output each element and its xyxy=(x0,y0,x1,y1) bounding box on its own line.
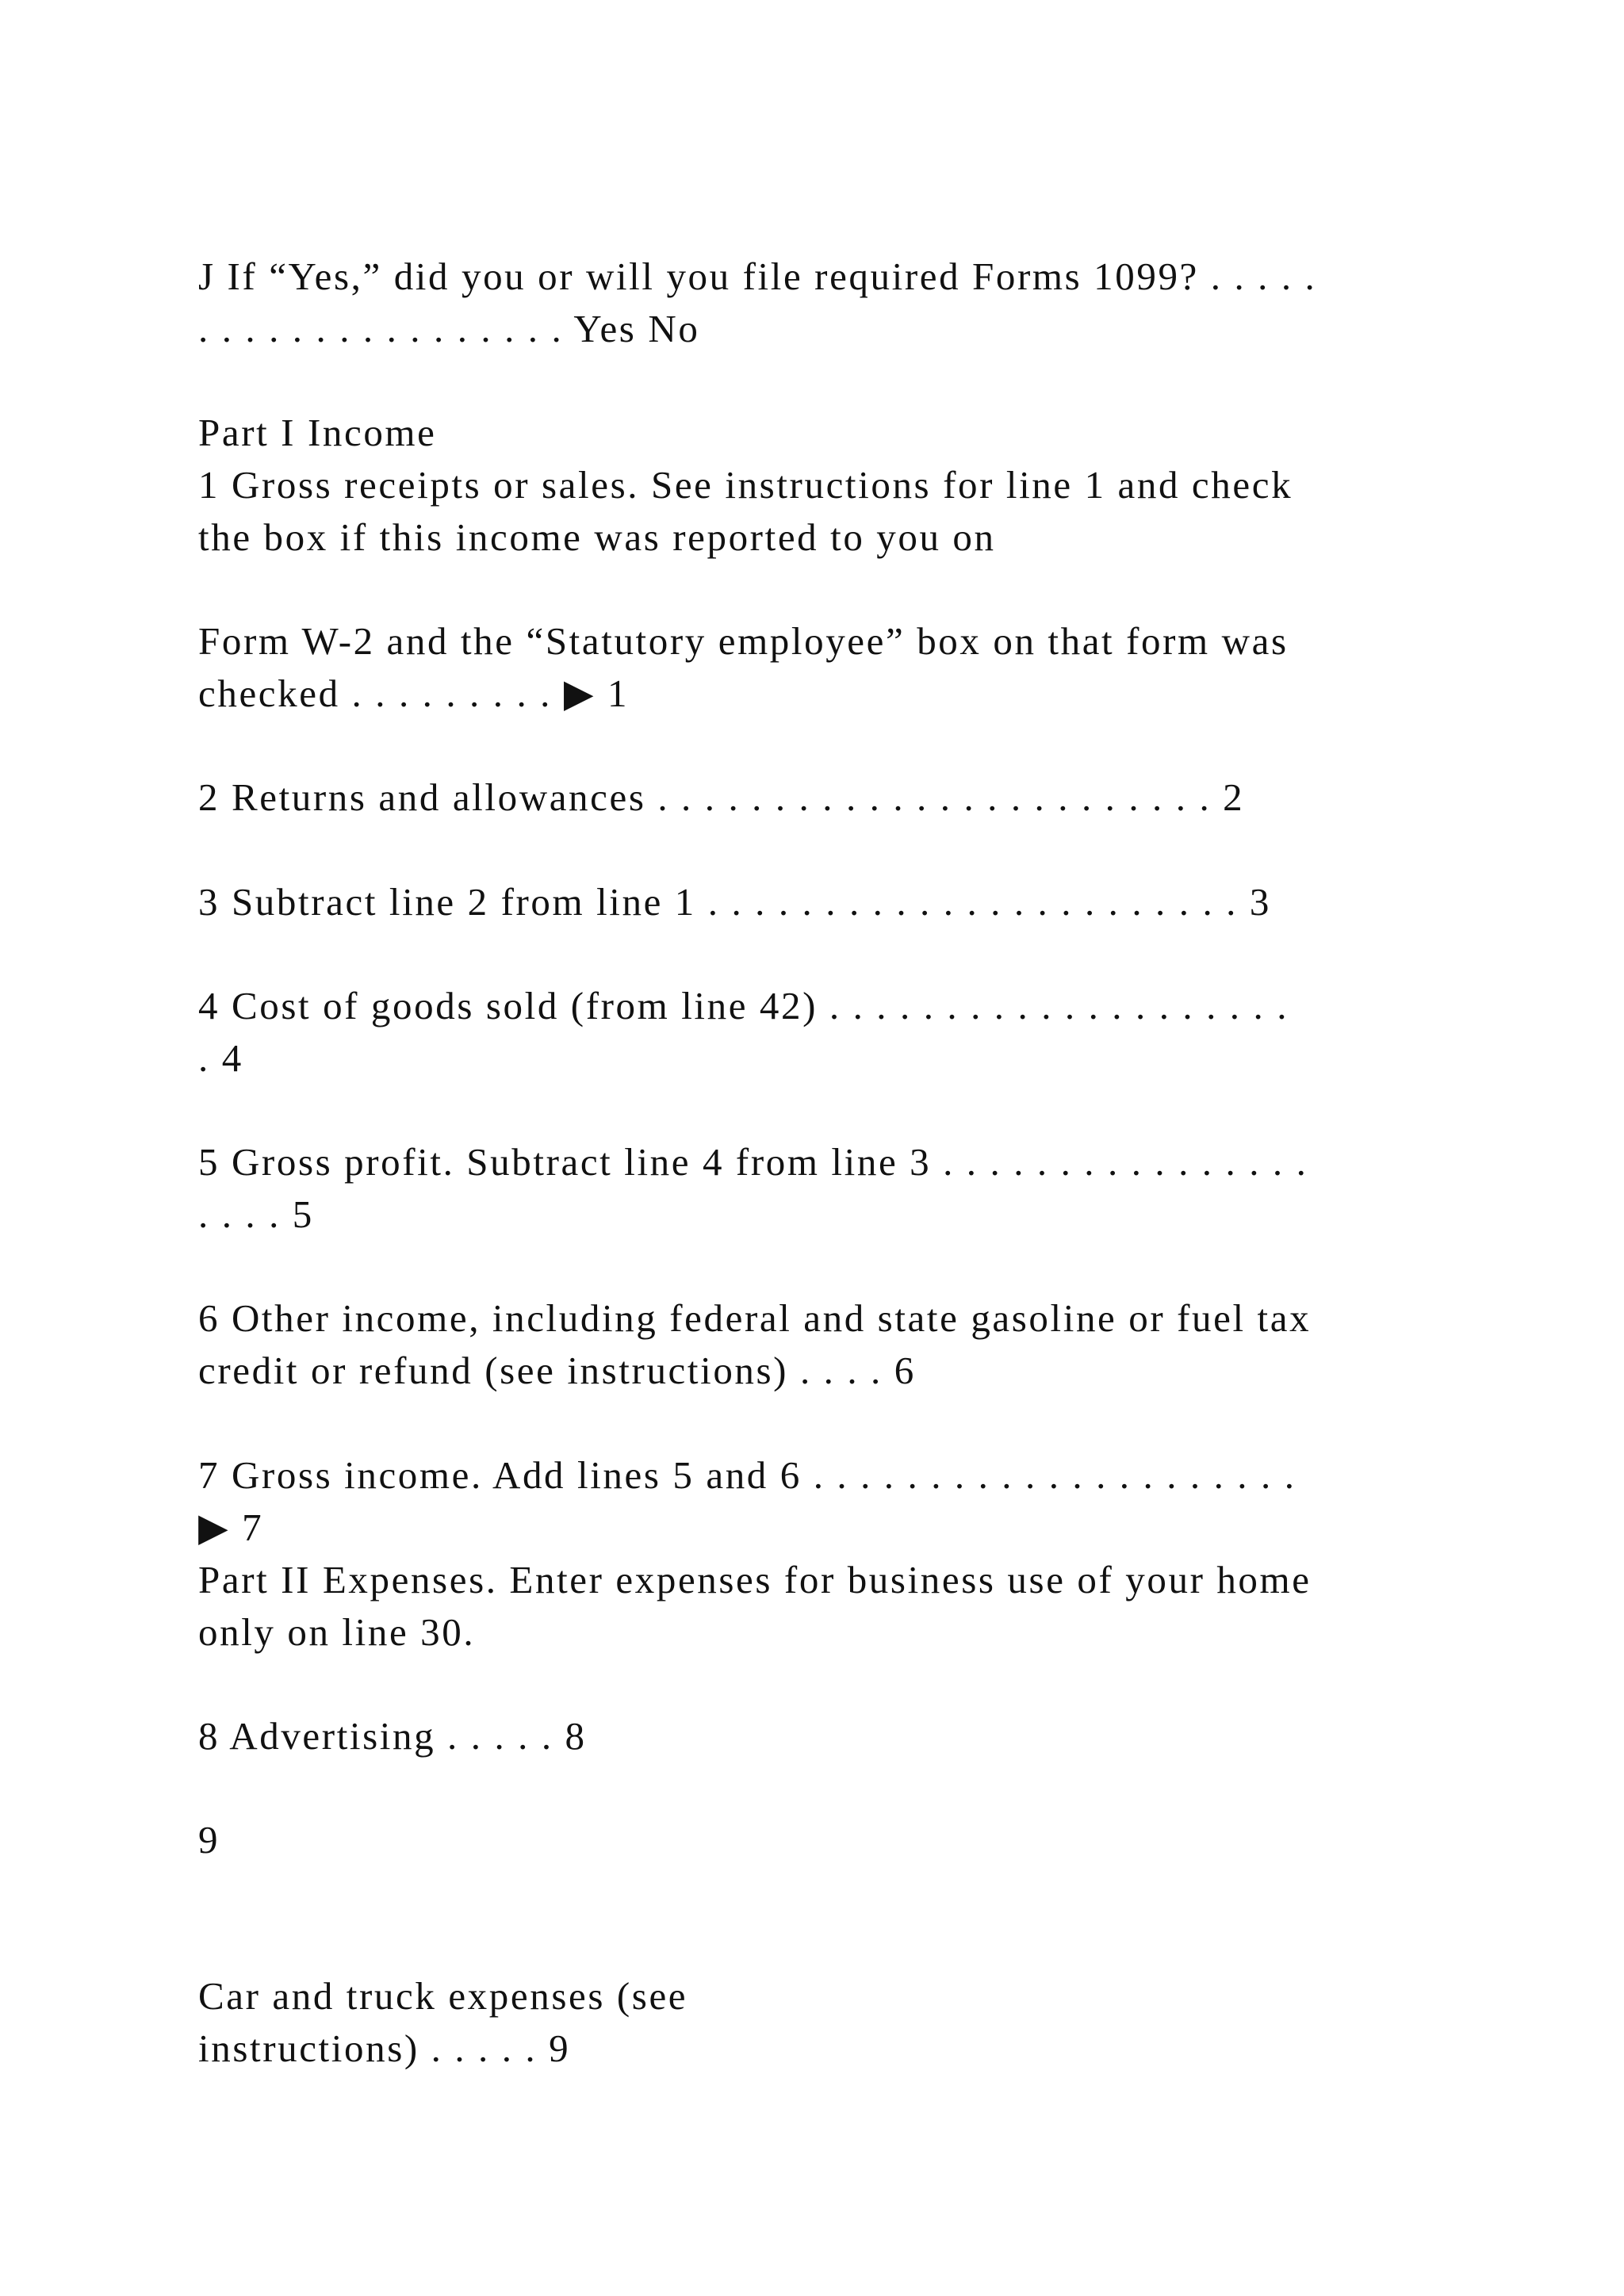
line-2-returns: 2 Returns and allowances . . . . . . . . . . . . . . . . . . . . . . . . 2 xyxy=(198,775,1245,819)
part-2-heading: Part II Expenses. Enter expenses for business use of your home xyxy=(198,1558,1312,1601)
line-7-gross-income: 7 Gross income. Add lines 5 and 6 . . . . . . . . . . . . . . . . . . . . . xyxy=(198,1453,1297,1497)
line-7-number: ▶ 7 xyxy=(198,1506,264,1549)
line-8-advertising: 8 Advertising . . . . . 8 xyxy=(198,1714,587,1758)
line-5-gross-profit: 5 Gross profit. Subtract line 4 from line 3 . . . . . . . . . . . . . . . . xyxy=(198,1140,1308,1184)
line-1-text-continued: the box if this income was reported to you on xyxy=(198,515,996,559)
line-4-cost-of-goods: 4 Cost of goods sold (from line 42) . . . . . . . . . . . . . . . . . . . . xyxy=(198,984,1289,1027)
line-6-other-income: 6 Other income, including federal and state gasoline or fuel tax xyxy=(198,1296,1312,1340)
form-1099-yes-no-line: . . . . . . . . . . . . . . . . Yes No xyxy=(198,307,700,350)
form-1099-question-line: J If “Yes,” did you or will you file required Forms 1099? . . . . . xyxy=(198,254,1317,298)
line-6-continued: credit or refund (see instructions) . . . . 6 xyxy=(198,1349,916,1392)
line-4-number: . 4 xyxy=(198,1036,243,1080)
part-1-heading: Part I Income xyxy=(198,411,437,454)
line-9-number: 9 xyxy=(198,1818,220,1862)
part-2-heading-continued: only on line 30. xyxy=(198,1610,476,1654)
line-1-checked-text: checked . . . . . . . . . ▶ 1 xyxy=(198,672,630,715)
line-9-car-truck-expenses: Car and truck expenses (see xyxy=(198,1974,688,2018)
line-1-text: 1 Gross receipts or sales. See instructions for line 1 and check xyxy=(198,463,1293,507)
line-5-number: . . . . 5 xyxy=(198,1192,314,1236)
line-3-subtract: 3 Subtract line 2 from line 1 . . . . . . . . . . . . . . . . . . . . . . . 3 xyxy=(198,880,1271,924)
line-1-w2-text: Form W-2 and the “Statutory employee” box on that form was xyxy=(198,619,1289,663)
line-9-instructions: instructions) . . . . . 9 xyxy=(198,2026,571,2070)
